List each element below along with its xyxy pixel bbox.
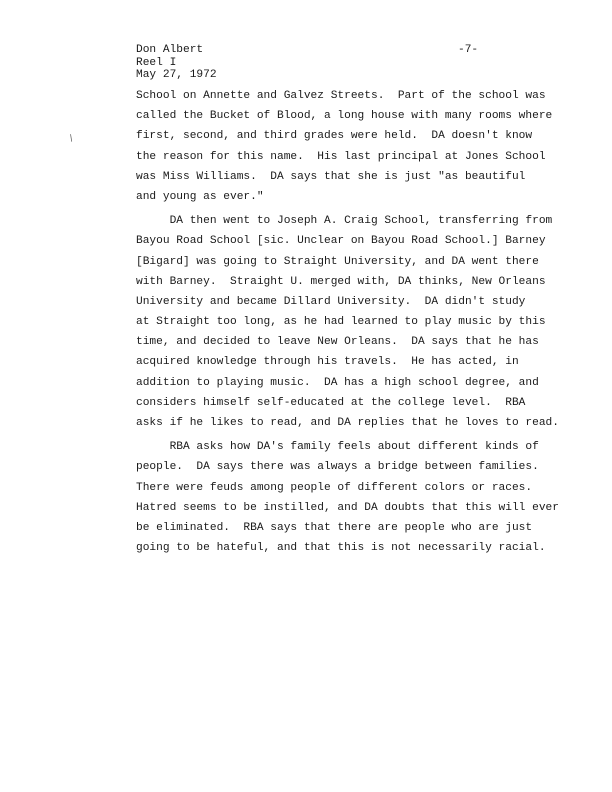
text-line: first, second, and third grades were held. DA doesn't know <box>136 130 533 143</box>
text-line: be eliminated. RBA says that there are people who are just <box>136 521 533 534</box>
text-line: [Bigard] was going to Straight University, and DA went there <box>136 255 539 268</box>
text-line: DA then went to Joseph A. Craig School, transferring from <box>136 215 553 228</box>
paragraph <box>136 211 559 433</box>
text-line: and young as ever." <box>136 190 264 203</box>
text-line: Bayou Road School [sic. Unclear on Bayou Road School.] Barney <box>136 235 546 248</box>
text-line: Hatred seems to be instilled, and DA doubts that this will ever <box>136 501 559 514</box>
reel-label: Reel I <box>136 56 177 69</box>
text-line: University and became Dillard University. DA didn't study <box>136 295 526 308</box>
text-line: addition to playing music. DA has a high school degree, and <box>136 376 539 389</box>
text-line: asks if he likes to read, and DA replies that he loves to read. <box>136 417 559 429</box>
text-line: There were feuds among people of different colors or races. <box>136 481 533 494</box>
text-line: people. DA says there was always a bridge between families. <box>136 461 539 474</box>
stray-pen-mark: \ <box>66 133 75 145</box>
paragraph <box>136 86 556 207</box>
text-line: called the Bucket of Blood, a long house with many rooms where <box>136 110 553 123</box>
transcript-body <box>136 86 559 558</box>
interview-date: May 27, 1972 <box>136 69 217 81</box>
text-line: RBA asks how DA's family feels about different kinds of <box>136 441 539 454</box>
page-number: -7- <box>458 44 479 56</box>
text-line: time, and decided to leave New Orleans. DA says that he has <box>136 336 539 349</box>
text-line: the reason for this name. His last principal at Jones School <box>136 150 546 163</box>
text-line: School on Annette and Galvez Streets. Part of the school was <box>136 90 546 102</box>
text-line: was Miss Williams. DA says that she is just "as beautiful <box>136 170 526 183</box>
interviewee-name: Don Albert <box>136 44 204 56</box>
text-line: going to be hateful, and that this is not necessarily racial. <box>136 542 546 555</box>
transcript-header <box>136 44 217 82</box>
text-line: at Straight too long, as he had learned to play music by this <box>136 316 546 329</box>
text-line: acquired knowledge through his travels. He has acted, in <box>136 356 519 369</box>
paragraph <box>136 437 559 558</box>
text-line: considers himself self-educated at the college level. RBA <box>136 396 526 409</box>
text-line: with Barney. Straight U. merged with, DA thinks, New Orleans <box>136 275 546 288</box>
